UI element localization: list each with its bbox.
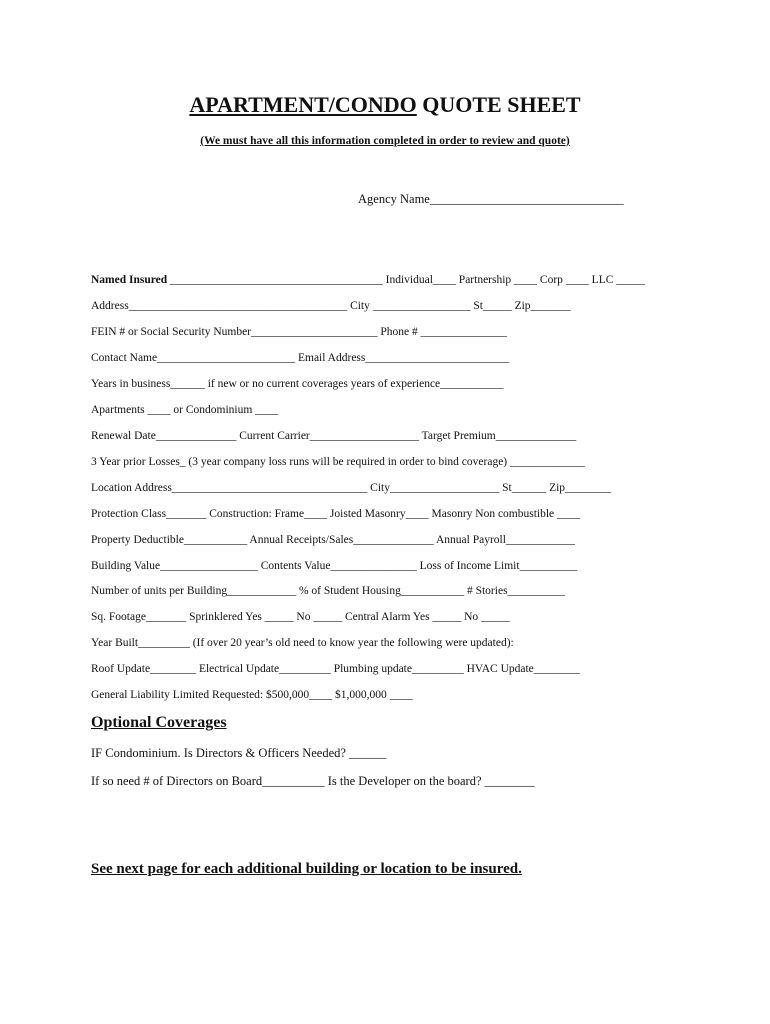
optional-coverages-heading: Optional Coverages	[91, 714, 227, 731]
property-deductible-row[interactable]: Property Deductible___________ Annual Receipts/Sales______________ Annual Payroll____________	[91, 534, 575, 546]
title-part-1: APARTMENT/CONDO	[189, 92, 417, 117]
protection-class-row[interactable]: Protection Class_______ Construction: Frame____ Joisted Masonry____ Masonry Non combustible ____	[91, 508, 581, 520]
years-in-business-row[interactable]: Years in business______ if new or no current coverages years of experience___________	[91, 378, 504, 390]
location-address-row[interactable]: Location Address__________________________________ City___________________ St______ Zip________	[91, 482, 612, 494]
page-title	[0, 92, 770, 118]
apartments-condo-row[interactable]: Apartments ____ or Condominium ____	[91, 404, 279, 416]
agency-name-field[interactable]: Agency Name_______________________________	[358, 192, 624, 206]
fein-row[interactable]: FEIN # or Social Security Number______________________ Phone # _______________	[91, 326, 507, 338]
next-page-note: See next page for each additional building or location to be insured.	[91, 861, 522, 877]
directors-board-row[interactable]: If so need # of Directors on Board__________ Is the Developer on the board? ________	[91, 774, 535, 788]
updates-row[interactable]: Roof Update________ Electrical Update_________ Plumbing update_________ HVAC Update________	[91, 663, 580, 675]
prior-losses-row[interactable]: 3 Year prior Losses_ (3 year company loss runs will be required in order to bind coverage) _____________	[91, 456, 585, 468]
named-insured-row[interactable]	[91, 274, 645, 286]
year-built-row[interactable]: Year Built_________ (If over 20 year’s old need to know year the following were updated):	[91, 637, 514, 649]
title-part-2: QUOTE SHEET	[416, 92, 581, 117]
building-value-row[interactable]: Building Value_________________ Contents Value_______________ Loss of Income Limit__________	[91, 560, 578, 572]
units-row[interactable]: Number of units per Building____________ % of Student Housing___________ # Stories__________	[91, 585, 566, 597]
contact-row[interactable]: Contact Name________________________ Email Address_________________________	[91, 352, 510, 364]
directors-officers-row[interactable]: IF Condominium. Is Directors & Officers Needed? ______	[91, 746, 387, 760]
general-liability-row[interactable]: General Liability Limited Requested: $500,000____ $1,000,000 ____	[91, 689, 413, 701]
renewal-row[interactable]: Renewal Date______________ Current Carrier___________________ Target Premium______________	[91, 430, 577, 442]
page-subtitle: (We must have all this information completed in order to review and quote)	[200, 135, 570, 147]
address-row[interactable]: Address______________________________________ City _________________ St_____ Zip_______	[91, 300, 571, 312]
named-insured-fields[interactable]: _____________________________________ Individual____ Partnership ____ Corp ____ LLC _____	[167, 274, 646, 286]
sq-footage-row[interactable]: Sq. Footage_______ Sprinklered Yes _____ No _____ Central Alarm Yes _____ No _____	[91, 611, 510, 623]
named-insured-label: Named Insured	[91, 274, 168, 286]
